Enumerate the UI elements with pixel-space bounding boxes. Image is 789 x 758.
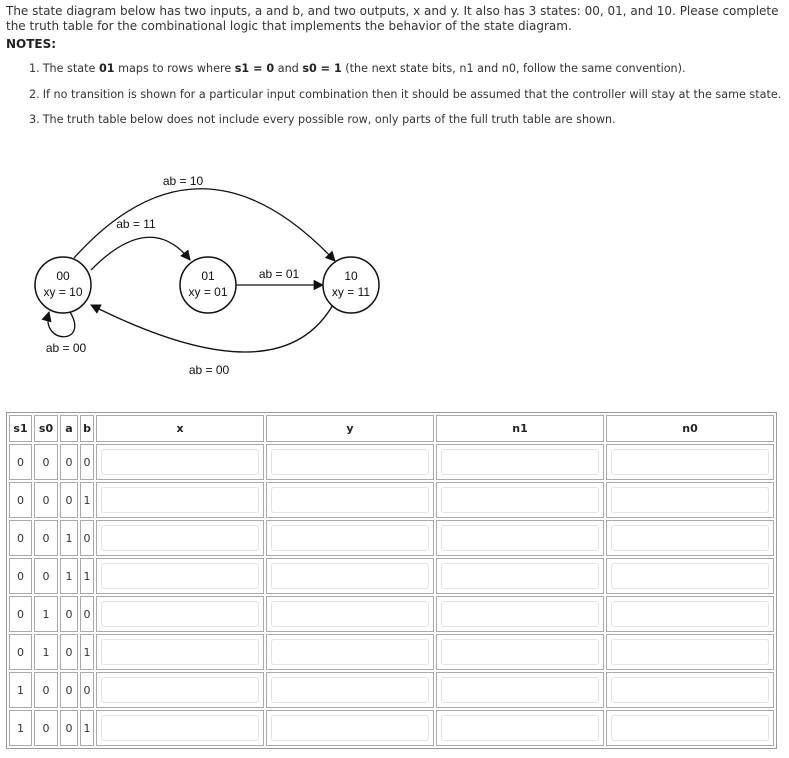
answer-cell (96, 558, 264, 594)
answer-cell (266, 482, 434, 518)
answer-cell (266, 444, 434, 480)
note-bold: s0 = 1 (302, 62, 342, 75)
answer-input-y[interactable] (271, 715, 429, 741)
table-row (9, 558, 774, 594)
answer-cell (266, 558, 434, 594)
state-output: xy = 01 (188, 285, 228, 299)
answer-input-y[interactable] (271, 563, 429, 589)
table-cell: 1 (9, 672, 32, 708)
answer-input-x[interactable] (101, 601, 259, 627)
note-text: If no transition is shown for a particular input combination then it should be assumed that the controller will stay at the same state. (42, 87, 782, 101)
answer-input-n0[interactable] (611, 715, 769, 741)
table-cell: 1 (34, 634, 58, 670)
answer-input-n1[interactable] (441, 715, 599, 741)
table-row (9, 482, 774, 518)
answer-cell (96, 444, 264, 480)
header-n1: n1 (436, 415, 604, 442)
answer-input-n1[interactable] (441, 601, 599, 627)
note-number: 2. (29, 87, 40, 101)
table-cell: 0 (60, 710, 78, 746)
table-header-row (9, 415, 774, 442)
answer-input-y[interactable] (271, 639, 429, 665)
answer-input-n0[interactable] (611, 677, 769, 703)
answer-input-n1[interactable] (441, 487, 599, 513)
answer-input-y[interactable] (271, 449, 429, 475)
answer-cell (606, 482, 774, 518)
answer-input-n1[interactable] (441, 677, 599, 703)
answer-input-n0[interactable] (611, 563, 769, 589)
answer-input-n0[interactable] (611, 525, 769, 551)
header-s0: s0 (34, 415, 58, 442)
state-name: 01 (201, 269, 215, 283)
table-cell: 1 (60, 520, 78, 556)
answer-cell (606, 444, 774, 480)
answer-input-n0[interactable] (611, 449, 769, 475)
notes-list (0, 62, 789, 139)
table-cell: 0 (80, 520, 94, 556)
table-cell: 0 (9, 558, 32, 594)
answer-input-n0[interactable] (611, 639, 769, 665)
note-text: maps to rows where (114, 62, 235, 75)
transition-label: ab = 11 (116, 217, 156, 231)
table-cell: 0 (9, 444, 32, 480)
answer-cell (436, 596, 604, 632)
answer-input-x[interactable] (101, 563, 259, 589)
table-cell: 0 (60, 444, 78, 480)
header-x: x (96, 415, 264, 442)
answer-cell (606, 634, 774, 670)
answer-input-y[interactable] (271, 677, 429, 703)
answer-cell (96, 596, 264, 632)
answer-cell (606, 672, 774, 708)
state-diagram (0, 160, 789, 410)
table-cell: 1 (9, 710, 32, 746)
table-cell: 0 (34, 710, 58, 746)
table-row (9, 710, 774, 746)
answer-input-n1[interactable] (441, 525, 599, 551)
transition-00-self-loop (48, 312, 75, 337)
answer-cell (436, 482, 604, 518)
answer-input-x[interactable] (101, 449, 259, 475)
state-output: xy = 10 (43, 285, 83, 299)
table-cell: 0 (9, 482, 32, 518)
answer-cell (436, 558, 604, 594)
answer-input-x[interactable] (101, 639, 259, 665)
table-cell: 0 (34, 672, 58, 708)
transition-00-to-01 (91, 237, 190, 270)
note-bold: 01 (98, 62, 115, 75)
answer-input-x[interactable] (101, 677, 259, 703)
table-cell: 1 (80, 558, 94, 594)
transition-label: ab = 01 (258, 267, 300, 281)
table-cell: 0 (34, 482, 58, 518)
answer-cell (266, 520, 434, 556)
transition-label: ab = 10 (162, 174, 204, 188)
note-bold: s1 = 0 (234, 62, 275, 75)
header-a: a (60, 415, 78, 442)
table-row (9, 634, 774, 670)
header-b: b (80, 415, 94, 442)
table-cell: 0 (60, 634, 78, 670)
table-cell: 0 (9, 596, 32, 632)
answer-cell (96, 634, 264, 670)
answer-cell (96, 520, 264, 556)
table-cell: 0 (34, 520, 58, 556)
answer-cell (266, 634, 434, 670)
note-item (29, 113, 789, 139)
answer-cell (436, 672, 604, 708)
answer-cell (436, 634, 604, 670)
transition-label: ab = 00 (188, 363, 230, 377)
answer-input-n1[interactable] (441, 563, 599, 589)
answer-cell (606, 710, 774, 746)
answer-cell (266, 596, 434, 632)
table-row (9, 672, 774, 708)
intro-text: The state diagram below has two inputs, a and b, and two outputs, x and y. It also has 3 states: 00, 01, and 10. Please complete the truth table for the combinational logic that implements the behavior of the state diagram. (6, 4, 779, 33)
answer-cell (606, 520, 774, 556)
answer-input-n1[interactable] (441, 449, 599, 475)
answer-input-y[interactable] (271, 525, 429, 551)
state-output: xy = 11 (331, 285, 371, 299)
answer-input-n0[interactable] (611, 487, 769, 513)
table-cell: 0 (60, 482, 78, 518)
state-name: 10 (344, 269, 358, 283)
table-row (9, 444, 774, 480)
table-cell: 1 (60, 558, 78, 594)
table-cell: 1 (80, 634, 94, 670)
note-number: 3. (29, 113, 40, 126)
note-text: The state (42, 62, 99, 75)
answer-cell (96, 710, 264, 746)
answer-cell (606, 596, 774, 632)
note-text: and (274, 62, 303, 75)
header-y: y (266, 415, 434, 442)
table-cell: 0 (9, 520, 32, 556)
note-text: The truth table below does not include every possible row, only parts of the full truth table are shown. (42, 113, 616, 126)
state-name: 00 (56, 269, 70, 283)
table-cell: 1 (80, 482, 94, 518)
answer-input-n1[interactable] (441, 639, 599, 665)
answer-cell (96, 672, 264, 708)
answer-input-y[interactable] (271, 487, 429, 513)
transition-label: ab = 00 (45, 341, 87, 355)
table-cell: 0 (34, 558, 58, 594)
note-text: (the next state bits, n1 and n0, follow the same convention). (341, 62, 686, 75)
table-row (9, 596, 774, 632)
table-cell: 1 (34, 596, 58, 632)
answer-cell (266, 672, 434, 708)
notes-title: NOTES: (6, 37, 57, 51)
table-cell: 0 (80, 672, 94, 708)
header-n0: n0 (606, 415, 774, 442)
answer-input-n0[interactable] (611, 601, 769, 627)
answer-cell (606, 558, 774, 594)
answer-input-x[interactable] (101, 525, 259, 551)
table-cell: 0 (80, 596, 94, 632)
answer-input-y[interactable] (271, 601, 429, 627)
note-item (29, 62, 789, 88)
table-cell: 0 (80, 444, 94, 480)
table-cell: 1 (80, 710, 94, 746)
answer-cell (96, 482, 264, 518)
note-number: 1. (29, 62, 40, 75)
truth-table (6, 412, 777, 749)
table-cell: 0 (60, 596, 78, 632)
table-cell: 0 (34, 444, 58, 480)
table-cell: 0 (60, 672, 78, 708)
table-cell: 0 (9, 634, 32, 670)
answer-input-x[interactable] (101, 715, 259, 741)
answer-input-x[interactable] (101, 487, 259, 513)
header-s1: s1 (9, 415, 32, 442)
answer-cell (436, 520, 604, 556)
table-row (9, 520, 774, 556)
note-item (29, 87, 789, 114)
answer-cell (436, 710, 604, 746)
answer-cell (266, 710, 434, 746)
answer-cell (436, 444, 604, 480)
